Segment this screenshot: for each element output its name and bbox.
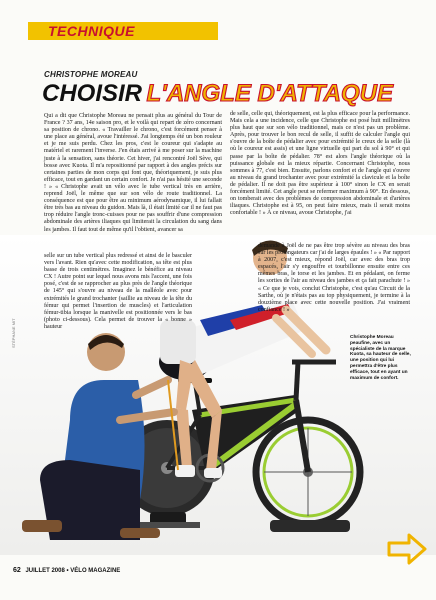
article-kicker: CHRISTOPHE MOREAU	[44, 70, 138, 79]
caption-text: peaufine, avec un spécialiste de la marque Kuota, sa hauteur de selle, une position qui lui permettra d'être plus efficace, tout en ayant un maximum de confort.	[350, 340, 411, 381]
section-tab	[28, 22, 218, 40]
body-column-right-lower: demandé à Joël de ne pas être trop sévère au niveau des bras sur les prolongateurs car j'ai de larges épaules ! » « Par rapport à 2007, c'est mieux, répond Joël, car avec des bras trop espacés, l'air s'y engouffre et tourbillonne ensuite entre ces mêmes bras, le torse et les jambes. Et en pédalant, on ferme les sorties de l'air au niveau des jambes et ça fait parachute ! » « Ce que je vois, conclut Christophe, c'est qu'au Circuit de la Sarthe, où je n'étais pas au top physiquement, je termine à la douzième place avec cette nouvelle position. J'ai vraiment confiance ! »	[258, 243, 410, 313]
photo-caption	[350, 335, 414, 381]
photo-credit: STÉPHANE MIT	[11, 318, 16, 348]
page-number: 62	[13, 567, 21, 574]
body-column-left: Qui a dit que Christophe Moreau ne pensait plus au général du Tour de France ? 37 ans, 14e saison pro, et le voilà qui repart de zéro concernant sa position de chrono. « Travailler le chrono, c'est forcément penser à une place au général, avoue l'intéressé. J'ai longtemps été un bon rouleur et je me suis perdu. Chez les pros, c'est le coureur qui s'adapte au matériel et rarement l'inverse. J'en étais arrivé à me poser sur la machine juste à la sensation, sans théorie. Cet hiver, j'ai rencontré Joël Sève, qui bosse avec Kuota. Il m'a repositionné par rapport à des angles précis sur certaines parties de mon corps qui font que, théoriquement, je suis plus efficace, tout en gardant un certain confort. Je n'ai pas hésité une seconde ! » « Christophe avait un vélo avec le tube vertical très en arrière, reprend Joël, le même que sur son vélo de route traditionnel. La conséquence est que pour être au minimum aérodynamique, il lui fallait être très bas au niveau du guidon. Mais là, il était limité car il ne faut pas trop réduire l'angle tronc-cuisses pour ne pas souffrir d'une compression abdominale des artères iliaques qui limiterait la circulation du sang dans les jambes. Il faut tout de même qu'il l'obtient, avancer sa	[44, 113, 222, 233]
article-headline	[42, 80, 393, 108]
continue-arrow-icon	[387, 532, 427, 566]
headline-color: L'ANGLE D'ATTAQUE	[146, 80, 393, 107]
magazine-name: VÉLO MAGAZINE	[70, 568, 121, 574]
issue-date: JUILLET 2008	[25, 568, 65, 574]
caption-title: Christophe Moreau	[350, 335, 394, 340]
headline-black: CHOISIR	[42, 80, 143, 107]
section-label: TECHNIQUE	[48, 23, 135, 39]
body-column-left-lower: selle sur un tube vertical plus redressé et ainsi de le basculer vers l'avant. Rien qu'avec cette modification, sa tête est plus basse de trois centimètres. Imaginez le bénéfice au niveau CX ! Autre point sur lequel nous avons mis l'accent, une fois posé, c'est de se rapprocher au plus près de l'angle théorique de 145° qui s'ouvre au niveau de la malléole avec pour extrémités le grand trochanter (saillie au niveau de la tête du fémur qui permet l'insertion de muscles) et l'articulation fémur-tibia lorsque la manivelle est positionnée vers le bas (photo ci-dessous). Cela permet de trouver la « bonne » hauteur	[44, 253, 192, 330]
page-footer	[13, 567, 120, 574]
body-column-right: de selle, celle qui, théoriquement, est la plus efficace pour la performance. Mais cela a une incidence, celle que Christophe est posé huit millimètres plus haut que sur son vélo traditionnel, mais ce n'est pas un problème. Après, pour trouver le bon recul de selle, il suffit de calculer l'angle qui s'ouvre de la boîte de pédalier avec pour extrémité le creux de la selle (là où le coureur est assis) et une ligne virtuelle qui part du sol à 90° et qui passe par la boîte de pédalier. 78° est alors l'angle théorique où la puissance globale est la mieux répartie. Concernant Christophe, nous sommes à 77, c'est bien. Ensuite, parlons confort et de l'angle qui s'ouvre au niveau du grand trochanter avec pour extrémité la clavicule et la boîte de pédalier. Il ne doit pas être supérieur à 100° sinon le CX en serait forcément limité. Cet angle peut se refermer maximum à 90°. En dessous, on tomberait avec des problèmes de compression abdominale et d'artères iliaques. Christophe est à 95, on peut faire mieux, mais il serait moins confortable ! » À ce niveau, avoue Christophe, j'ai	[230, 111, 410, 217]
footer-separator: •	[66, 568, 69, 574]
